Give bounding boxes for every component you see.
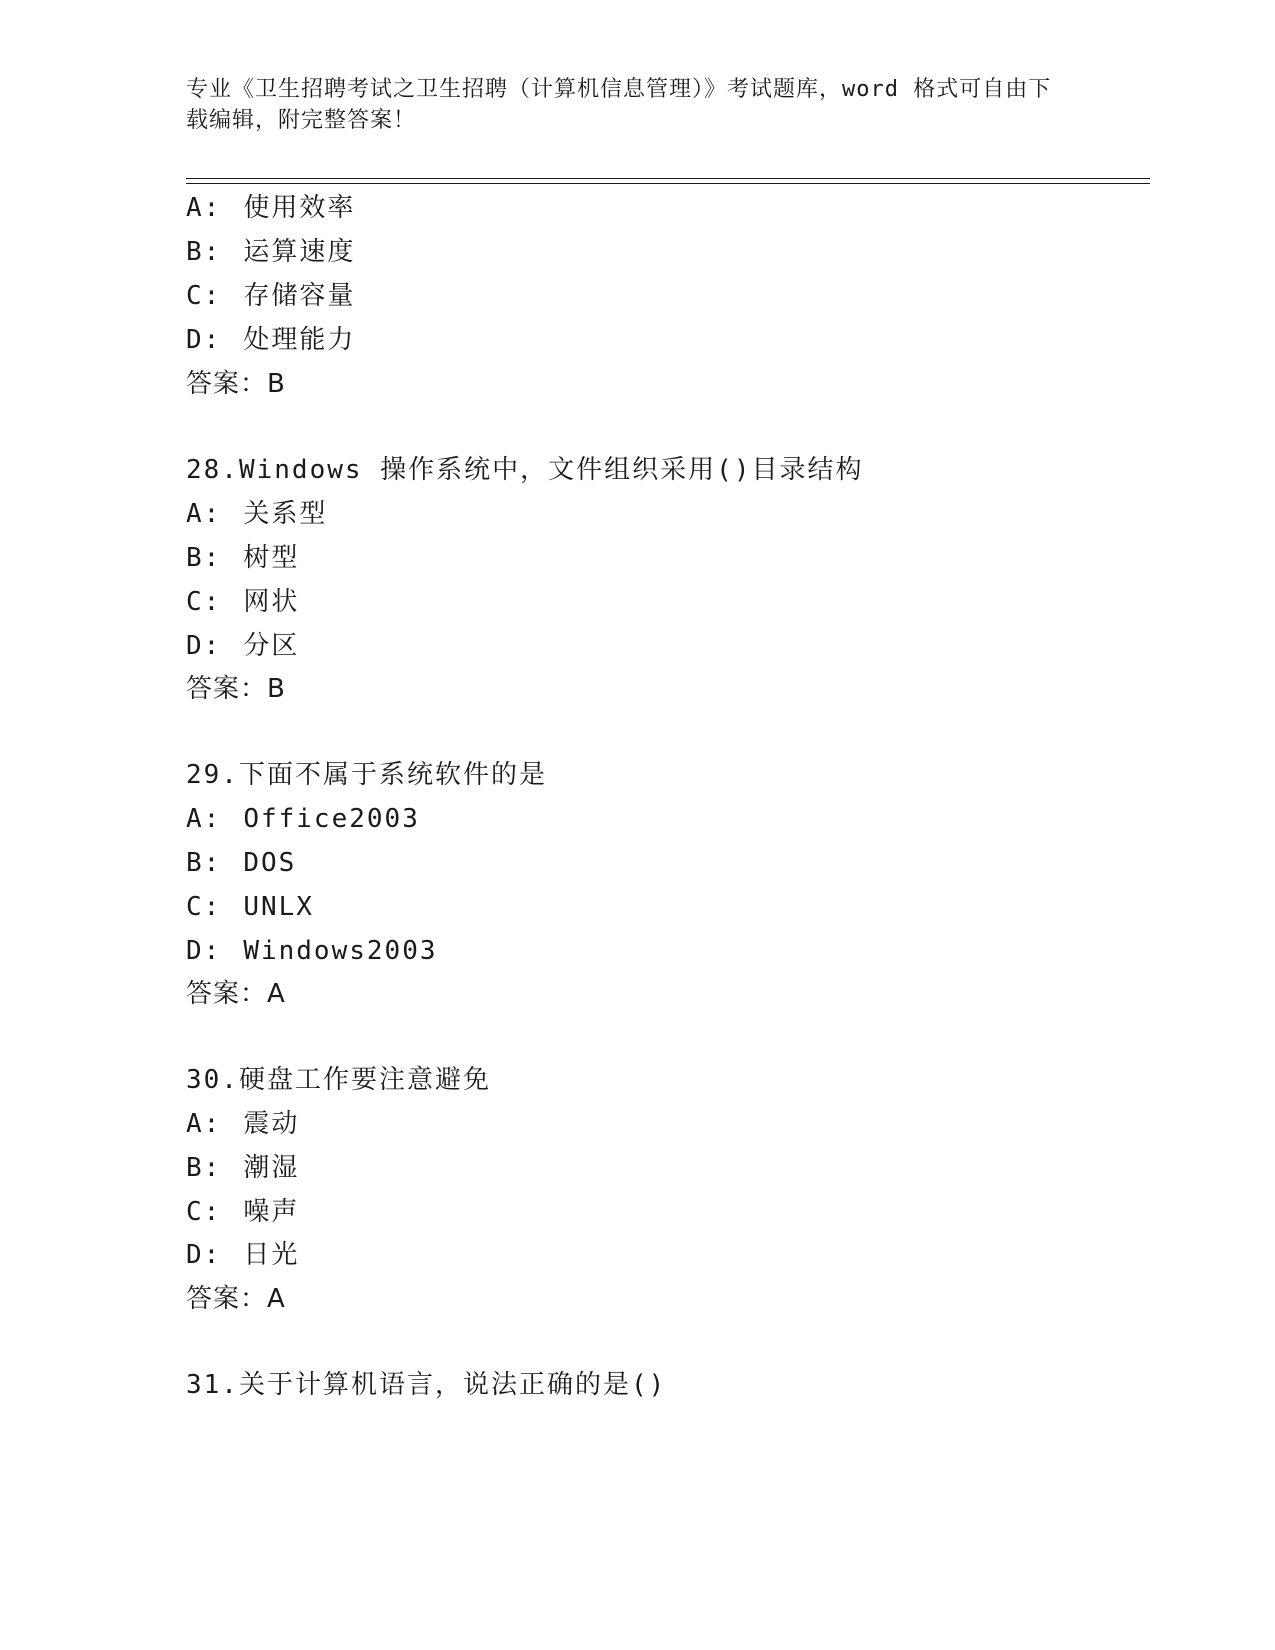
answer-line: 答案：B: [186, 369, 286, 399]
question-title: 28.Windows 操作系统中，文件组织采用()目录结构: [186, 455, 864, 485]
option-c: C: 网状: [186, 587, 300, 617]
document-header: 专业《卫生招聘考试之卫生招聘（计算机信息管理）》考试题库，word 格式可自由下载编辑，附完整答案！: [186, 77, 1052, 133]
question-title: 29.下面不属于系统软件的是: [186, 760, 547, 790]
question-title: 30.硬盘工作要注意避免: [186, 1065, 491, 1095]
header-divider-top: [186, 178, 1150, 179]
option-c: C: 噪声: [186, 1197, 300, 1227]
option-d: D: 处理能力: [186, 325, 356, 355]
option-a: A: 关系型: [186, 499, 328, 529]
option-c: C: 存储容量: [186, 281, 356, 311]
answer-line: 答案：B: [186, 674, 286, 704]
option-c: C: UNLX: [186, 892, 314, 922]
option-a: A: 使用效率: [186, 193, 356, 223]
option-b: B: 树型: [186, 543, 300, 573]
option-b: B: 潮湿: [186, 1153, 300, 1183]
question-title: 31.关于计算机语言，说法正确的是(): [186, 1370, 667, 1400]
option-d: D: 分区: [186, 631, 300, 661]
option-a: A: 震动: [186, 1109, 300, 1139]
option-b: B: DOS: [186, 848, 297, 878]
option-d: D: Windows2003: [186, 936, 438, 966]
option-d: D: 日光: [186, 1240, 300, 1270]
answer-line: 答案：A: [186, 979, 286, 1009]
answer-line: 答案：A: [186, 1284, 286, 1314]
option-b: B: 运算速度: [186, 237, 356, 267]
option-a: A: Office2003: [186, 804, 420, 834]
header-divider-bottom: [186, 183, 1150, 184]
